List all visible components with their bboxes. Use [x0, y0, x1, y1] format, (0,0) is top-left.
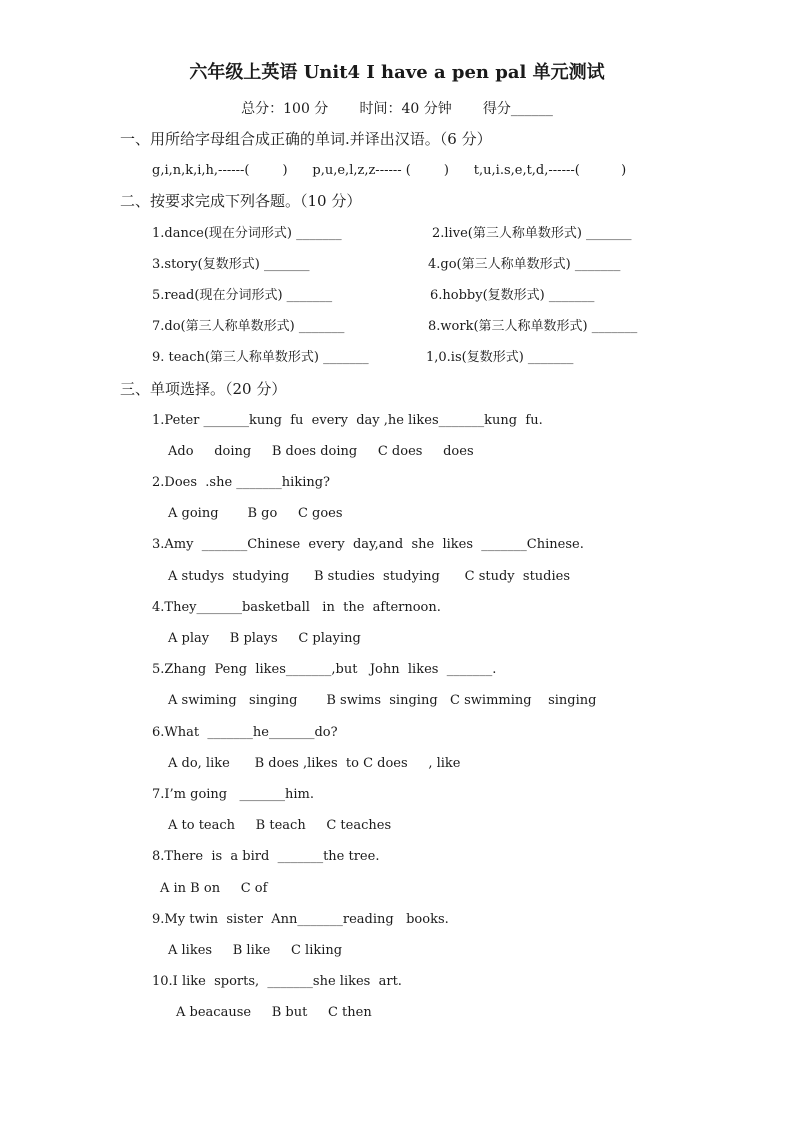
question-text: 10.I like sports, _______she likes art. [152, 974, 402, 989]
list-item: 2.live(第三人称单数形式) _______ [432, 226, 632, 241]
list-item: 8.work(第三人称单数形式) _______ [428, 319, 638, 334]
question-text: 6.What _______he_______do? [152, 725, 338, 740]
question-text: 2.Does .she _______hiking? [152, 475, 331, 490]
question-options: A swiming singing B swims singing C swimming singing [168, 693, 597, 708]
question-text: 9.My twin sister Ann_______reading books. [152, 912, 449, 927]
question-text: 1.Peter _______kung fu every day ,he likes_______kung fu. [152, 413, 543, 428]
exam-meta: 总分：100 分 时间：40 分钟 得分______ [241, 101, 553, 117]
question-options: A going B go C goes [168, 506, 343, 521]
question-options: A beacause B but C then [176, 1005, 372, 1020]
question-text: 7.I’m going _______him. [152, 787, 315, 802]
page-title: 六年级上英语 Unit4 I have a pen pal 单元测试 [189, 62, 605, 83]
question-text: 8.There is a bird _______the tree. [152, 849, 380, 864]
question-options: Ado doing B does doing C does does [168, 444, 474, 459]
question-options: A do, like B does ,likes to C does , like [168, 756, 461, 771]
list-item: 7.do(第三人称单数形式) _______ [152, 319, 345, 334]
list-item: 4.go(第三人称单数形式) _______ [428, 257, 621, 272]
section-heading: 二、按要求完成下列各题。（10 分） [120, 192, 362, 210]
question-options: A likes B like C liking [168, 943, 343, 958]
list-item: 3.story(复数形式) _______ [152, 257, 310, 272]
question-text: 4.They_______basketball in the afternoon. [152, 600, 441, 615]
question-options: A in B on C of [160, 881, 268, 896]
question-options: A play B plays C playing [168, 631, 361, 646]
list-item: 1.dance(现在分词形式) _______ [152, 226, 342, 241]
section-heading: 一、用所给字母组合成正确的单词.并译出汉语。（6 分） [120, 130, 492, 148]
question-text: 5.Zhang Peng likes_______,but John likes _______. [152, 662, 497, 677]
question-options: A to teach B teach C teaches [168, 818, 392, 833]
section1-items: g,i,n,k,i,h,------( ) p,u,e,l,z,z------ ( ) t,u,i.s,e,t,d,------( ) [152, 163, 627, 178]
list-item: 6.hobby(复数形式) _______ [430, 288, 595, 303]
question-text: 3.Amy _______Chinese every day,and she likes _______Chinese. [152, 537, 584, 552]
section-heading: 三、单项选择。（20 分） [120, 380, 287, 398]
question-options: A studys studying B studies studying C study studies [168, 569, 571, 584]
list-item: 1,0.is(复数形式) _______ [426, 350, 574, 365]
list-item: 9. teach(第三人称单数形式) _______ [152, 350, 369, 365]
list-item: 5.read(现在分词形式) _______ [152, 288, 333, 303]
